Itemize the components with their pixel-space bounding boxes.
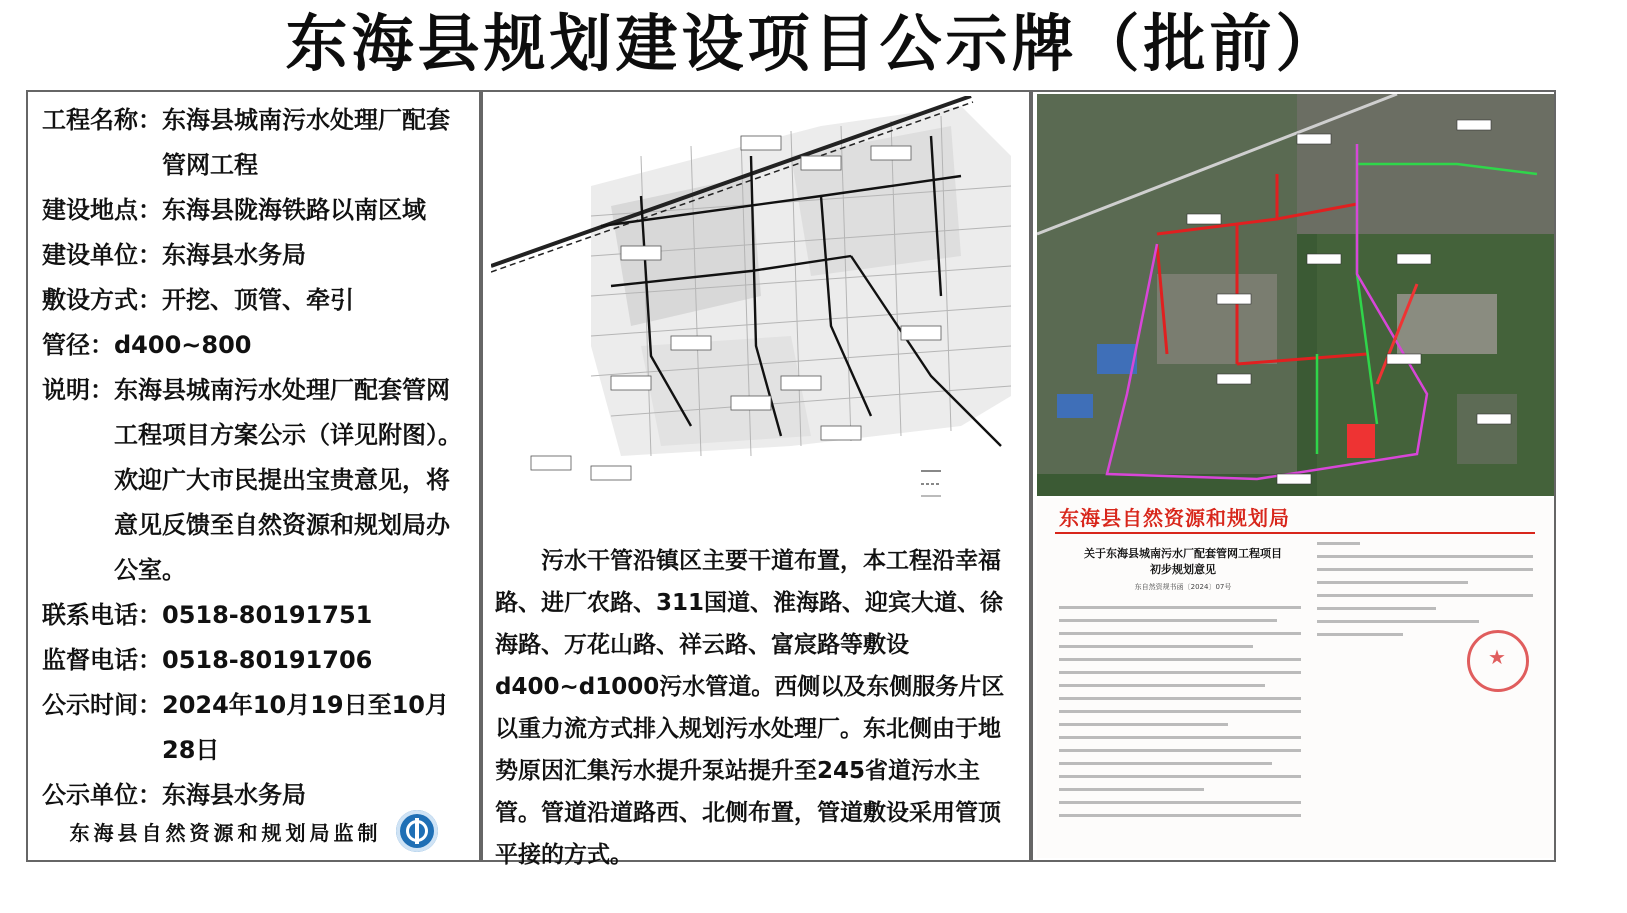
note-row [42,368,473,593]
approval-document [1037,498,1554,858]
supervise-label: 监督电话： [42,646,162,674]
location-row [42,188,473,233]
diameter-label: 管径： [42,331,114,359]
approval-panel [1031,90,1556,862]
method-row [42,278,473,323]
signature-text: 东海县自然资源和规划局监制 [69,820,382,845]
method-label: 敷设方式： [42,286,162,314]
official-seal-icon [1467,630,1529,692]
period-row [42,683,473,773]
builder-label: 建设单位： [42,241,162,269]
document-title [1065,546,1301,578]
builder-value: 东海县水务局 [162,241,306,269]
phone-label: 联系电话： [42,601,162,629]
builder-row [42,233,473,278]
phone-value: 0518-80191751 [162,601,373,629]
document-number: 东自然资规书函〔2024〕07号 [1134,583,1232,591]
note-value: 东海县城南污水处理厂配套管网工程项目方案公示（详见附图）。欢迎广大市民提出宝贵意见，将意见反馈至自然资源和规划局办公室。 [114,376,462,584]
publisher-value: 东海县水务局 [162,781,306,809]
supervise-value: 0518-80191706 [162,646,373,674]
document-title-line1: 关于东海县城南污水厂配套管网工程项目 [1084,547,1282,560]
note-label: 说明： [42,376,114,404]
document-title-line2: 初步规划意见 [1150,563,1216,576]
location-label: 建设地点： [42,196,162,224]
period-value: 2024年10月19日至10月28日 [162,691,449,764]
project-name-row [42,98,473,188]
document-header-rule [1055,532,1535,534]
method-value: 开挖、顶管、牵引 [162,286,354,314]
document-body-left [1059,606,1301,827]
info-panel [26,90,481,862]
supervise-row [42,638,473,683]
location-value: 东海县陇海铁路以南区域 [162,196,426,224]
project-info [42,98,473,818]
project-name-value: 东海县城南污水处理厂配套管网工程 [162,106,450,179]
satellite-pipeline-map [1037,94,1554,496]
publisher-label: 公示单位： [42,781,162,809]
pipeline-plan-map [491,96,1023,504]
diameter-value: d400~800 [114,331,252,359]
period-label: 公示时间： [42,691,162,719]
bureau-logo-icon [396,810,438,852]
page-title: 东海县规划建设项目公示牌（批前） [285,7,1342,80]
project-description: 污水干管沿镇区主要干道布置，本工程沿幸福路、进厂农路、311国道、淮海路、迎宾大道、徐海路、万花山路、祥云路、富宸路等敷设d400~d1000污水管道。西侧以及东侧服务片区以重力流方式排入规划污水处理厂。东北侧由于地势原因汇集污水提升泵站提升至245省道污水主管。管道沿道路西、北侧布置，管道敷设采用管顶平接的方式。 [495,548,1005,868]
project-name-label: 工程名称： [42,106,162,134]
plan-panel [481,90,1031,868]
diameter-row [42,323,473,368]
phone-row [42,593,473,638]
signature [28,808,479,854]
document-issuer: 东海县自然资源和规划局 [1059,506,1290,530]
